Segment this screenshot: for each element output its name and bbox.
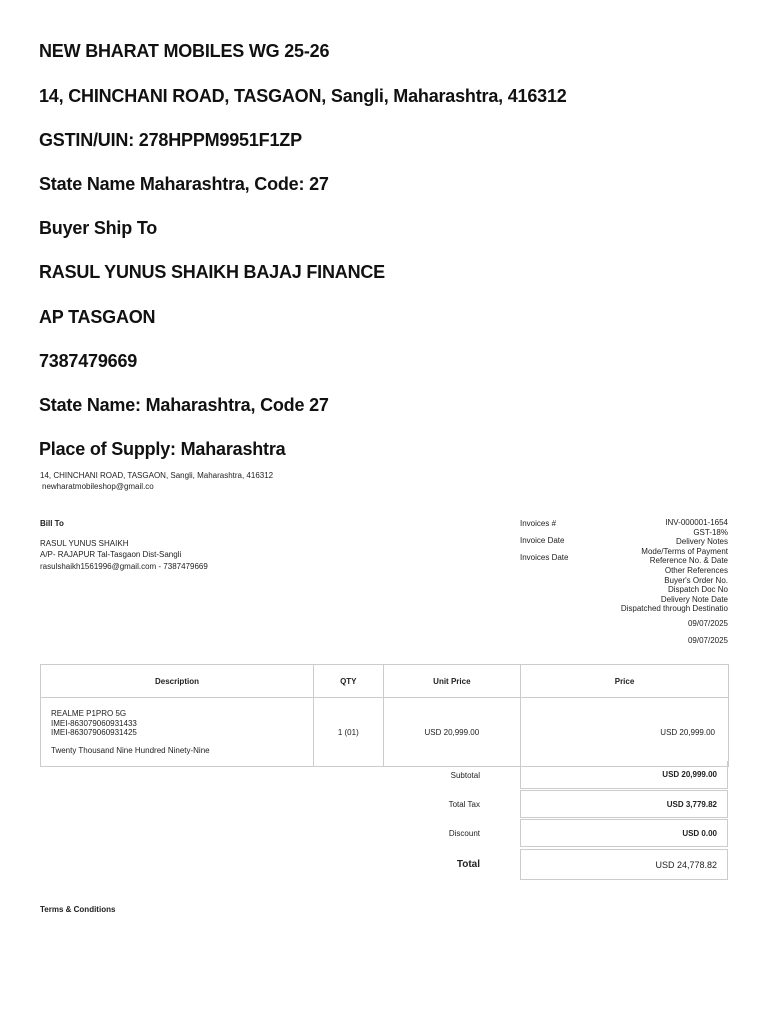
invoice-meta-values xyxy=(528,518,728,614)
invoice-number: INV-000001-1654 xyxy=(665,518,728,527)
total-value: USD 24,778.82 xyxy=(520,849,728,880)
buyer-phone: 7387479669 xyxy=(39,351,138,371)
item-unit-price: USD 20,999.00 xyxy=(383,698,520,767)
item-imei-2: IMEI-863079060931425 xyxy=(51,728,137,737)
gstin: GSTIN/UIN: 278HPPM9951F1ZP xyxy=(39,130,302,150)
header-qty: QTY xyxy=(313,665,383,698)
bill-to-label: Bill To xyxy=(40,519,64,528)
discount-value: USD 0.00 xyxy=(520,819,728,847)
terms-and-conditions: Terms & Conditions xyxy=(40,905,116,914)
invoice-date-2: 09/07/2025 xyxy=(687,636,728,645)
item-description xyxy=(41,698,314,767)
seller-address: 14, CHINCHANI ROAD, TASGAON, Sangli, Maharashtra, 416312 xyxy=(40,471,274,480)
discount-label: Discount xyxy=(448,829,480,838)
items-table xyxy=(40,664,729,767)
item-price: USD 20,999.00 xyxy=(521,698,729,767)
invoices-date-label: Invoices Date xyxy=(520,553,569,562)
subtotal-value: USD 20,999.00 xyxy=(520,761,728,789)
header-unit-price: Unit Price xyxy=(383,665,520,698)
item-model: REALME P1PRO 5G xyxy=(51,709,127,718)
company-name: NEW BHARAT MOBILES WG 25-26 xyxy=(39,41,330,61)
total-tax-value: USD 3,779.82 xyxy=(520,790,728,818)
buyer-state: State Name: Maharashtra, Code 27 xyxy=(39,395,329,415)
reference-no: Reference No. & Date xyxy=(649,556,728,566)
bill-to-name: RASUL YUNUS SHAIKH xyxy=(40,539,129,548)
delivery-notes: Delivery Notes xyxy=(675,537,728,547)
header-description: Description xyxy=(41,665,314,698)
total-tax-label: Total Tax xyxy=(448,800,480,809)
gst-rate: GST-18% xyxy=(693,527,728,537)
buyers-order-no: Buyer's Order No. xyxy=(664,575,728,585)
bill-to-contact: rasulshaikh1561996@gmail.com - 7387479669 xyxy=(40,562,208,571)
buyer-ship-to-heading: Buyer Ship To xyxy=(39,218,158,238)
item-amount-words: Twenty Thousand Nine Hundred Ninety-Nine xyxy=(51,745,210,755)
item-imei-1: IMEI-863079060931433 xyxy=(51,718,137,728)
invoice-date-label: Invoice Date xyxy=(520,536,565,545)
subtotal-label: Subtotal xyxy=(450,771,480,780)
state-name: State Name Maharashtra, Code: 27 xyxy=(39,174,329,194)
buyer-place: AP TASGAON xyxy=(39,307,156,327)
header-price: Price xyxy=(521,665,729,698)
delivery-note-date: Delivery Note Date xyxy=(660,594,728,604)
dispatched-through: Dispatched through Destinatio xyxy=(620,604,728,614)
payment-terms: Mode/Terms of Payment xyxy=(641,546,728,556)
seller-email: newharatmobileshop@gmail.co xyxy=(42,482,154,491)
item-qty: 1 (01) xyxy=(313,698,383,767)
bill-to-address: A/P- RAJAPUR Tal-Tasgaon Dist-Sangli xyxy=(40,550,182,559)
other-references: Other References xyxy=(664,565,728,575)
dispatch-doc-no: Dispatch Doc No xyxy=(667,585,728,595)
table-row xyxy=(41,698,729,767)
total-label: Total xyxy=(456,859,480,870)
buyer-name: RASUL YUNUS SHAIKH BAJAJ FINANCE xyxy=(39,262,385,282)
company-address: 14, CHINCHANI ROAD, TASGAON, Sangli, Maharashtra, 416312 xyxy=(39,86,567,106)
invoice-number-label: Invoices # xyxy=(520,519,557,528)
table-header-row xyxy=(41,665,729,698)
place-of-supply: Place of Supply: Maharashtra xyxy=(39,439,286,459)
invoice-date-1: 09/07/2025 xyxy=(687,619,728,628)
